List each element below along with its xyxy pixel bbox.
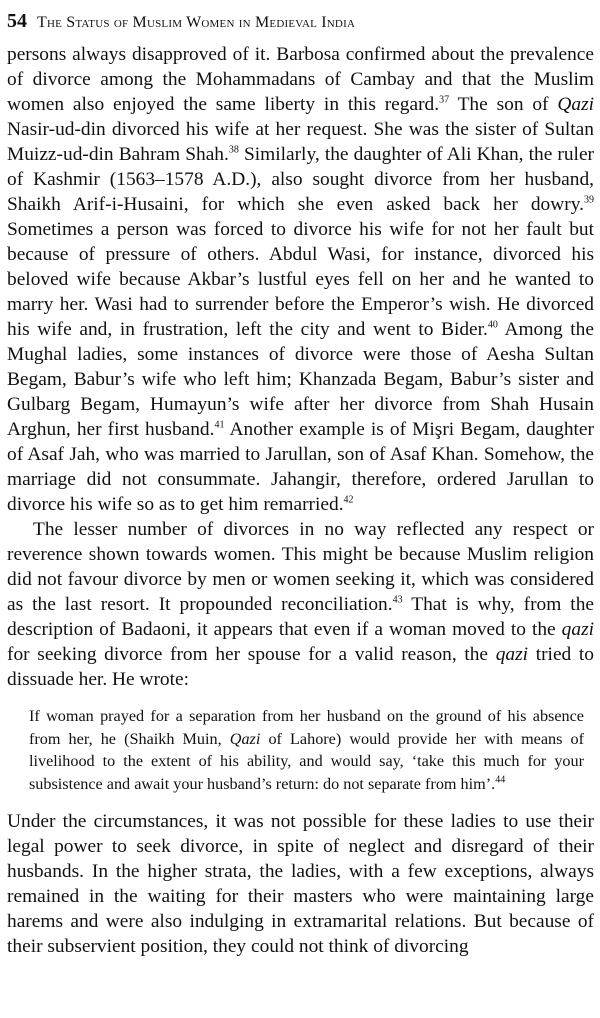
paragraph-2 <box>7 517 594 692</box>
page-number: 54 <box>7 10 27 32</box>
italic-term: Qazi <box>229 729 261 748</box>
text-run: Similarly, the daughter of Ali Khan, the ruler of Kashmir (1563–1578 A.D.), also sought divorce from her husband, Shaikh Arif-i-Husaini, for which she even asked back her dowry. <box>7 144 595 215</box>
footnote-ref: 38 <box>228 144 239 156</box>
page-header <box>7 6 594 42</box>
text-run: Nasir-ud-din divorced his wife at her request. She was the sister of Sultan Muizz-ud-din Bahram Shah. <box>7 119 594 165</box>
text-run: tried to dissuade her. He wrote: <box>7 644 595 690</box>
text-run: persons always disapproved of it. Barbosa confirmed about the prevalence of divorce among the Mohammadans of Cambay and that the Muslim women also enjoyed the same liberty in this regard. <box>7 44 594 115</box>
footnote-ref: 43 <box>392 594 403 606</box>
text-run: Sometimes a person was forced to divorce his wife for not her fault but because of pressure of others. Abdul Wasi, for instance, divorced his beloved wife because Akbar’s lustful eyes fell on her and he wanted to marry her. Wasi had to surrender before the Emperor’s wish. He divorced his wife and, in frustration, left the city and went to Bider. <box>7 219 594 340</box>
italic-term: qazi <box>561 619 594 640</box>
footnote-ref: 41 <box>214 419 225 431</box>
text-run: If woman prayed for a separation from her husband on the ground of his absence from her, he (Shaikh Muin, <box>29 707 584 748</box>
paragraph-1 <box>7 42 594 517</box>
paragraph-3 <box>7 809 594 959</box>
footnote-ref: 40 <box>487 319 498 331</box>
italic-term: qazi <box>495 644 529 665</box>
text-run: The son of <box>449 94 558 115</box>
footnote-ref: 37 <box>439 94 450 106</box>
footnote-ref: 42 <box>343 494 354 506</box>
text-run: of Lahore) would provide her with means of livelihood to the extent of his ability, and would say, ‘take this much for your subsistence and await your husband’s return: do not separate from him’. <box>29 729 585 793</box>
running-head: The Status of Muslim Women in Medieval India <box>37 14 356 31</box>
footnote-ref: 44 <box>495 774 506 786</box>
footnote-ref: 39 <box>584 194 594 206</box>
italic-term: Qazi <box>557 94 595 115</box>
text-run: That is why, from the description of Badaoni, it appears that even if a woman moved to the <box>7 594 594 640</box>
text-run: The lesser number of divorces in no way reflected any respect or reverence shown towards women. This might be because Muslim religion did not favour divorce by men or women seeking it, which was considered as the last resort. It propounded reconciliation. <box>7 519 594 615</box>
text-run: for seeking divorce from her spouse for a valid reason, the <box>7 644 496 665</box>
text-run: Among the Mughal ladies, some instances of divorce were those of Aesha Sultan Begam, Babur’s wife who left him; Khanzada Begam, Babur’s sister and Gulbarg Begam, Humayun’s wife after her divorce from Shah Husain Arghun, her first husband. <box>7 319 594 440</box>
block-quote <box>29 705 584 795</box>
text-run: Under the circumstances, it was not possible for these ladies to use their legal power to seek divorce, in spite of neglect and disregard of their husbands. In the higher strata, the ladies, with a few exceptions, always remained in the waiting for their masters who were maintaining large harems and were also indulging in extramarital relations. But because of their subservient position, they could not think of divorcing <box>7 811 594 957</box>
text-run: Another example is of Mişri Begam, daughter of Asaf Jah, who was married to Jarullan, son of Asaf Khan. Somehow, the marriage did not consummate. Jahangir, therefore, ordered Jarullan to divorce his wife so as to get him remarried. <box>7 419 594 515</box>
